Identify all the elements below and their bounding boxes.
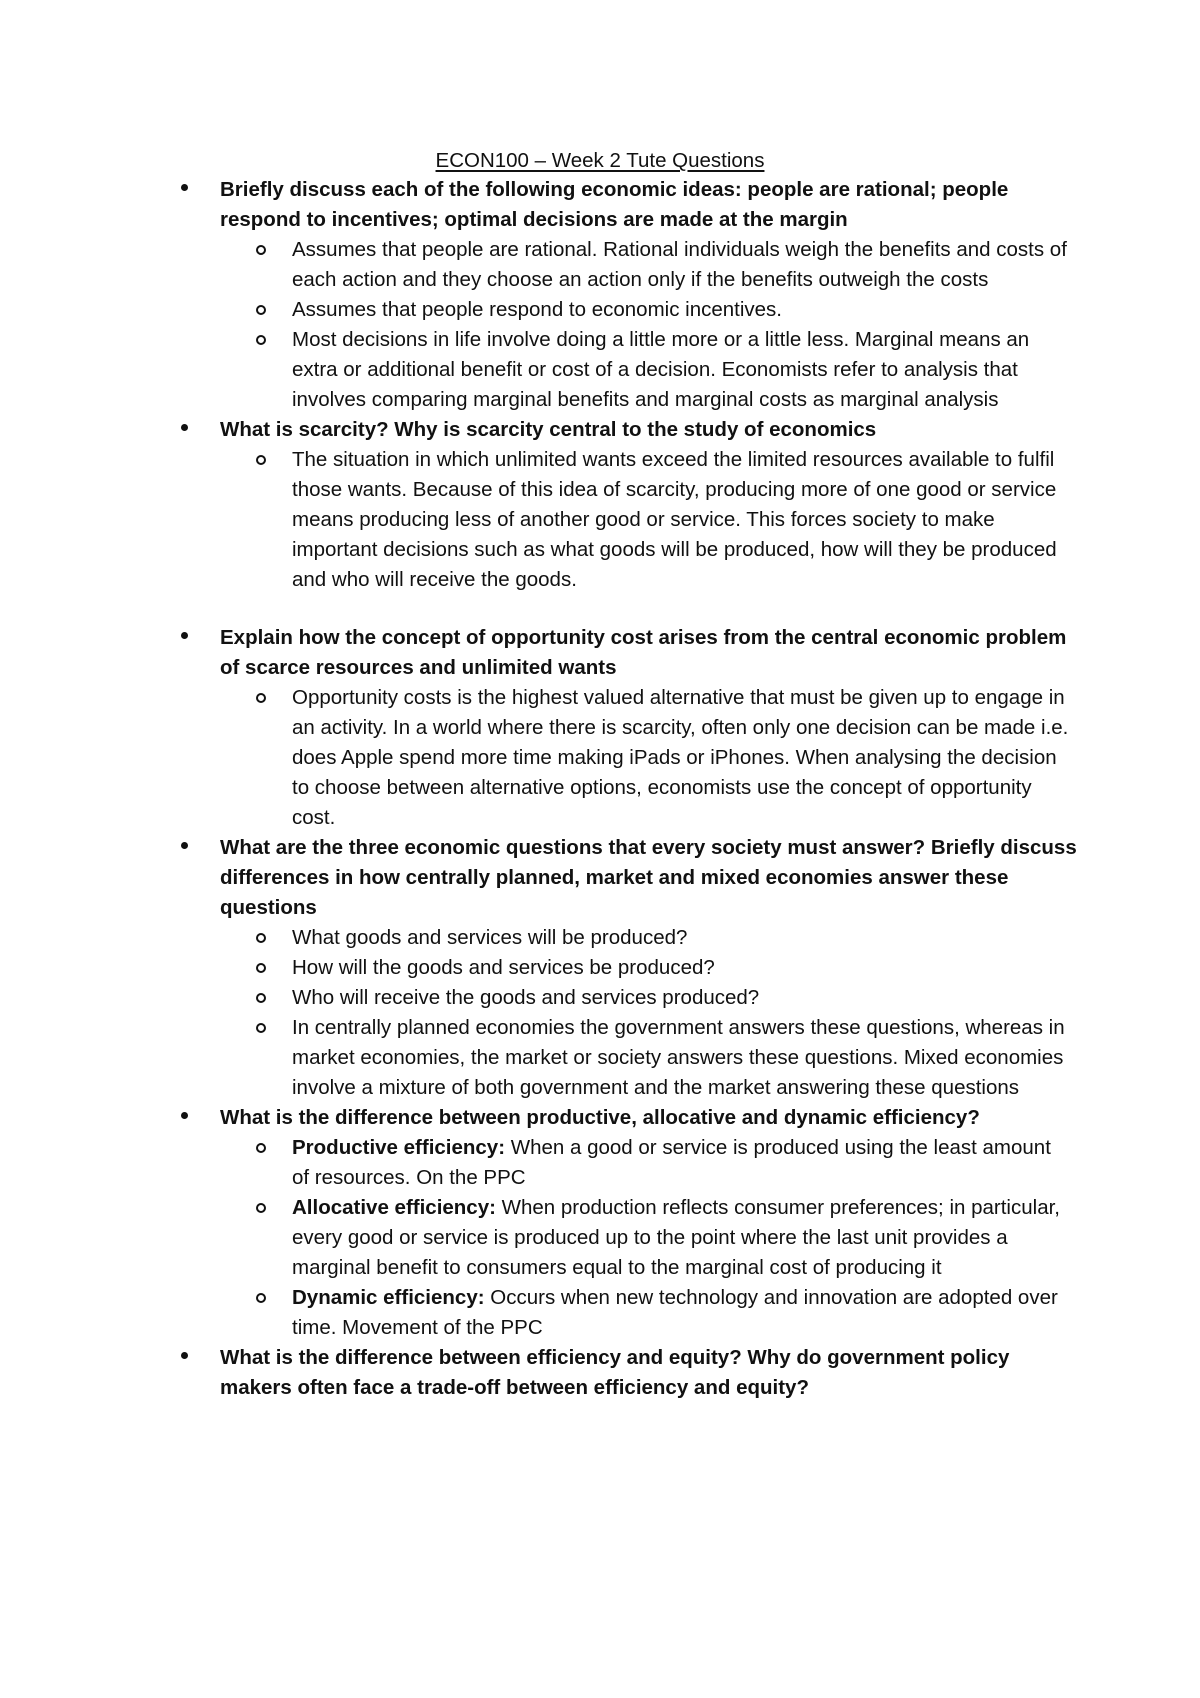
question-text: What are the three economic questions that every society must answer? Briefly discuss differences in how centrally planned, market and mixed economies answer these questions xyxy=(220,836,1077,919)
question-text: What is scarcity? Why is scarcity central to the study of economics xyxy=(220,418,877,441)
answer-list xyxy=(0,1133,1200,1343)
hollow-bullet-icon xyxy=(256,693,266,703)
hollow-bullet-icon xyxy=(256,335,266,345)
answer-item xyxy=(0,1013,1200,1103)
question-text: What is the difference between efficiency and equity? Why do government policy makers often face a trade-off between efficiency and equity? xyxy=(220,1346,1010,1399)
question-item xyxy=(0,1103,1200,1343)
bullet-icon xyxy=(181,1352,188,1359)
bullet-icon xyxy=(181,632,188,639)
answer-definition: When production reflects consumer preferences; in particular, every good or service is produced up to the point where the last unit provides a marginal benefit to consumers equal to the marginal cost of producing it xyxy=(292,1196,1060,1279)
answer-text: Assumes that people are rational. Rational individuals weigh the benefits and costs of each action and they choose an action only if the benefits outweigh the costs xyxy=(292,238,1067,291)
question-item xyxy=(0,175,1200,415)
answer-text: The situation in which unlimited wants exceed the limited resources available to fulfil those wants. Because of this idea of scarcity, producing more of one good or service means producing less of another good or service. This forces society to make important decisions such as what goods will be produced, how will they be produced and who will receive the goods. xyxy=(292,448,1057,591)
hollow-bullet-icon xyxy=(256,963,266,973)
answer-text: Assumes that people respond to economic incentives. xyxy=(292,298,782,321)
hollow-bullet-icon xyxy=(256,1203,266,1213)
hollow-bullet-icon xyxy=(256,933,266,943)
document-title: ECON100 – Week 2 Tute Questions xyxy=(435,149,765,172)
answer-item xyxy=(0,235,1200,295)
bullet-icon xyxy=(181,424,188,431)
bullet-icon xyxy=(181,1112,188,1119)
answer-item xyxy=(0,295,1200,325)
hollow-bullet-icon xyxy=(256,245,266,255)
question-item xyxy=(0,415,1200,595)
answer-text xyxy=(292,1133,1072,1193)
answer-item xyxy=(0,983,1200,1013)
question-list xyxy=(0,175,1200,1403)
answer-definition: When a good or service is produced using the least amount of resources. On the PPC xyxy=(292,1136,1051,1189)
hollow-bullet-icon xyxy=(256,1143,266,1153)
answer-item xyxy=(0,1193,1200,1283)
answer-item xyxy=(0,953,1200,983)
question-text: What is the difference between productive, allocative and dynamic efficiency? xyxy=(220,1106,980,1129)
answer-item xyxy=(0,1133,1200,1193)
answer-list xyxy=(0,445,1200,595)
answer-term: Productive efficiency: xyxy=(292,1136,506,1159)
answer-text: Most decisions in life involve doing a little more or a little less. Marginal means an extra or additional benefit or cost of a decision. Economists refer to analysis that involves comparing marginal benefits and marginal costs as marginal analysis xyxy=(292,328,1030,411)
answer-text: What goods and services will be produced? xyxy=(292,926,688,949)
answer-text: Opportunity costs is the highest valued alternative that must be given up to engage in an activity. In a world where there is scarcity, often only one decision can be made i.e. does Apple spend more time making iPads or iPhones. When analysing the decision to choose between alternative options, economists use the concept of opportunity cost. xyxy=(292,686,1069,829)
question-item xyxy=(0,833,1200,1103)
answer-term: Allocative efficiency: xyxy=(292,1196,496,1219)
hollow-bullet-icon xyxy=(256,305,266,315)
bullet-icon xyxy=(181,184,188,191)
answer-list xyxy=(0,683,1200,833)
answer-item xyxy=(0,445,1200,595)
answer-definition: Occurs when new technology and innovation are adopted over time. Movement of the PPC xyxy=(292,1286,1058,1339)
hollow-bullet-icon xyxy=(256,1293,266,1303)
answer-item xyxy=(0,683,1200,833)
hollow-bullet-icon xyxy=(256,1023,266,1033)
answer-list xyxy=(0,923,1200,1103)
answer-item xyxy=(0,325,1200,415)
answer-list xyxy=(0,235,1200,415)
hollow-bullet-icon xyxy=(256,455,266,465)
question-text: Briefly discuss each of the following economic ideas: people are rational; people respond to incentives; optimal decisions are made at the margin xyxy=(220,178,1009,231)
answer-text: In centrally planned economies the government answers these questions, whereas in market economies, the market or society answers these questions. Mixed economies involve a mixture of both government and the market answering these questions xyxy=(292,1016,1065,1099)
answer-text: Who will receive the goods and services produced? xyxy=(292,986,760,1009)
document-body xyxy=(0,175,1200,1403)
answer-item xyxy=(0,923,1200,953)
question-item xyxy=(0,1343,1200,1403)
hollow-bullet-icon xyxy=(256,993,266,1003)
answer-item xyxy=(0,1283,1200,1343)
answer-term: Dynamic efficiency: xyxy=(292,1286,485,1309)
question-item xyxy=(0,623,1200,833)
question-text: Explain how the concept of opportunity cost arises from the central economic problem of scarce resources and unlimited wants xyxy=(220,626,1067,679)
bullet-icon xyxy=(181,842,188,849)
answer-text xyxy=(292,1283,1072,1343)
answer-text xyxy=(292,1193,1072,1283)
answer-text: How will the goods and services be produced? xyxy=(292,956,715,979)
